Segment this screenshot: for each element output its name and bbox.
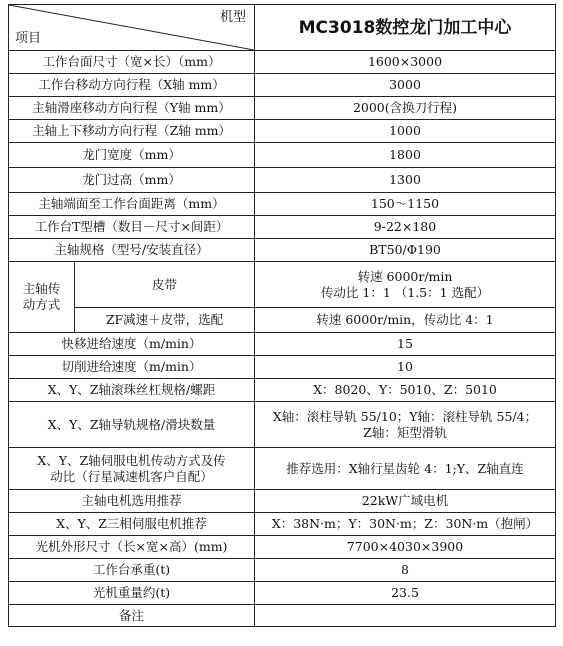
servo-drive-label [9, 448, 255, 490]
drive-group-label [9, 262, 75, 333]
belt-value-line: 传动比 1：1 （1.5：1 选配） [320, 284, 490, 300]
table-row [9, 379, 556, 402]
table-row [9, 333, 556, 356]
belt-value-line: 转速 6000r/min [357, 268, 453, 284]
spec-table [8, 4, 556, 627]
row-value: 150～1150 [255, 193, 556, 216]
row-value: 9-22×180 [255, 216, 556, 239]
row-label: 主轴规格（型号/安装直径） [9, 239, 255, 262]
row-value: 1000 [255, 120, 556, 143]
table-row [9, 559, 556, 582]
row-label: 龙门宽度（mm） [9, 143, 255, 168]
row-label: 切削进给速度（m/min） [9, 356, 255, 379]
table-row [9, 582, 556, 605]
row-label: 光机外形尺寸（长×宽×高）(mm) [9, 536, 255, 559]
guide-label: X、Y、Z轴导轨规格/滑块数量 [9, 402, 255, 448]
row-value: 10 [255, 356, 556, 379]
row-value: 8 [255, 559, 556, 582]
table-row [9, 356, 556, 379]
drive-zf-row [9, 308, 556, 333]
table-row [9, 193, 556, 216]
table-row [9, 168, 556, 193]
servo-drive-value: 推荐选用：X轴行星齿轮 4：1;Y、Z轴直连 [255, 448, 556, 490]
row-value: 3000 [255, 74, 556, 97]
row-label: 主轴电机选用推荐 [9, 490, 255, 513]
row-value: 2000(含换刀行程) [255, 97, 556, 120]
row-label: 主轴端面至工作台面距离（mm） [9, 193, 255, 216]
header-model-label: 机型 [219, 10, 246, 25]
row-value: BT50/Φ190 [255, 239, 556, 262]
row-value: 1300 [255, 168, 556, 193]
row-value: 7700×4030×3900 [255, 536, 556, 559]
table-row [9, 536, 556, 559]
zf-value: 转速 6000r/min，传动比 4：1 [255, 308, 556, 333]
diagonal-divider [9, 5, 254, 50]
guide-row [9, 402, 556, 448]
row-label: 快移进给速度（m/min） [9, 333, 255, 356]
row-label: 主轴滑座移动方向行程（Y轴 mm） [9, 97, 255, 120]
model-name: MC3018数控龙门加工中心 [255, 5, 556, 51]
table-row [9, 97, 556, 120]
table-row [9, 513, 556, 536]
belt-value [255, 262, 556, 308]
guide-value-line: Z轴：矩型滑轨 [363, 424, 447, 440]
table-row [9, 239, 556, 262]
row-value: 1600×3000 [255, 51, 556, 74]
header-diagonal-cell [9, 5, 255, 51]
belt-label: 皮带 [75, 262, 255, 308]
table-row [9, 216, 556, 239]
row-label: 主轴上下移动方向行程（Z轴 mm） [9, 120, 255, 143]
table-row [9, 605, 556, 627]
drive-group-line: 动方式 [22, 297, 61, 312]
header-row [9, 5, 556, 51]
row-value [255, 605, 556, 627]
guide-value [255, 402, 556, 448]
table-row [9, 51, 556, 74]
header-item-label: 项目 [15, 31, 42, 46]
zf-label: ZF减速＋皮带，选配 [75, 308, 255, 333]
table-row [9, 120, 556, 143]
row-label: 工作台承重(t) [9, 559, 255, 582]
table-row [9, 74, 556, 97]
drive-group-line: 主轴传 [22, 281, 61, 296]
row-label: X、Y、Z轴滚珠丝杠规格/螺距 [9, 379, 255, 402]
servo-drive-label-line: 动比（行星减速机客户自配） [50, 468, 213, 484]
table-row [9, 143, 556, 168]
row-label: 工作台面尺寸（宽×长）（mm） [9, 51, 255, 74]
row-label: 备注 [9, 605, 255, 627]
row-label: 工作台T型槽（数目－尺寸×间距） [9, 216, 255, 239]
row-value: 23.5 [255, 582, 556, 605]
row-value: 15 [255, 333, 556, 356]
row-label: 工作台移动方向行程（X轴 mm） [9, 74, 255, 97]
row-label: X、Y、Z三相伺服电机推荐 [9, 513, 255, 536]
row-label: 龙门过高（mm） [9, 168, 255, 193]
table-row [9, 490, 556, 513]
servo-drive-label-line: X、Y、Z轴伺服电机传动方式及传 [37, 452, 226, 468]
drive-belt-row [9, 262, 556, 308]
row-value: 1800 [255, 143, 556, 168]
guide-value-line: X轴：滚柱导轨 55/10；Y轴：滚柱导轨 55/4； [272, 408, 538, 424]
row-value: X：8020、Y：5010、Z：5010 [255, 379, 556, 402]
servo-drive-row [9, 448, 556, 490]
row-value: 22kW广域电机 [255, 490, 556, 513]
row-value: X：38N·m；Y：30N·m；Z：30N·m（抱闸） [255, 513, 556, 536]
row-label: 光机重量约(t) [9, 582, 255, 605]
